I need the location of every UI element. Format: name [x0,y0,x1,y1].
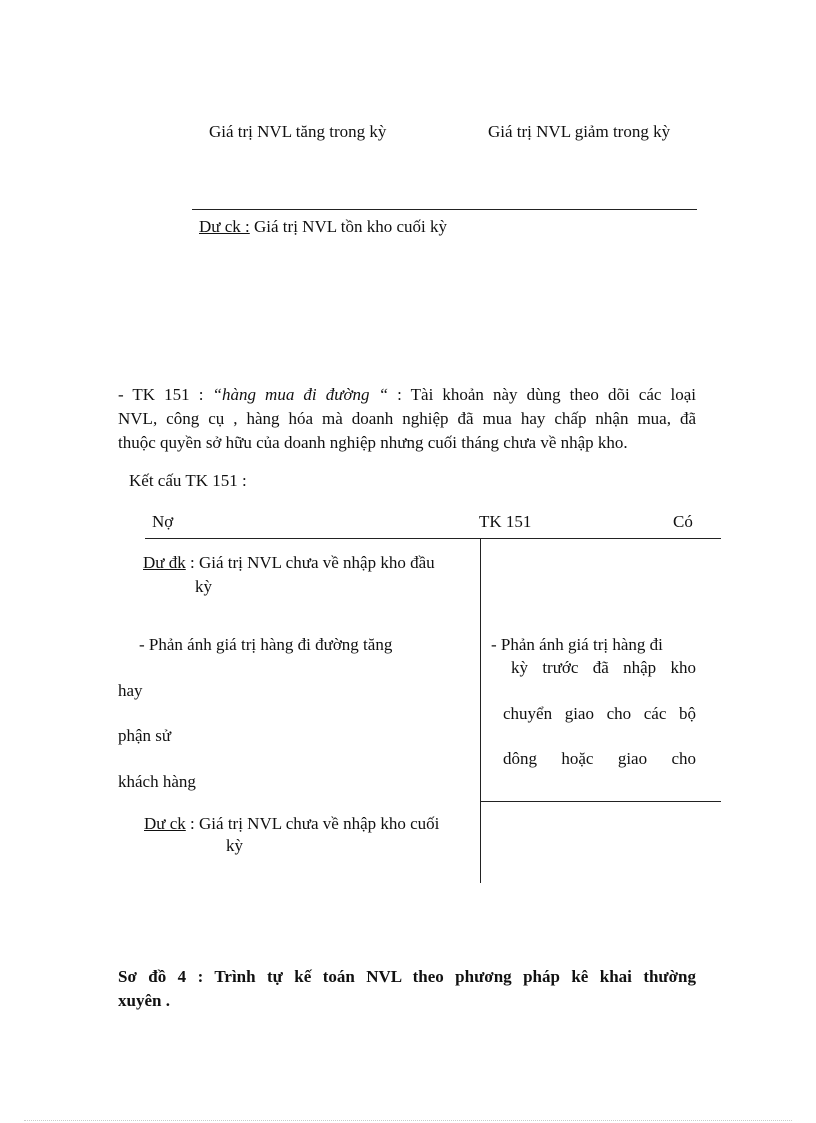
nvl-increase-text: Giá trị NVL tăng trong kỳ [209,122,387,141]
left-fragment: hay [118,681,143,700]
debit-entry: - Phản ánh giá trị hàng đi đường tăng [139,635,393,654]
description-line-1 [118,383,696,407]
credit-entry-line: - Phản ánh giá trị hàng đi [491,635,663,654]
opening-balance-text: : Giá trị NVL chưa về nhập kho đầu [190,553,435,572]
opening-balance-text-2: kỳ [195,577,212,596]
structure-heading: Kết cấu TK 151 : [129,471,247,490]
tk151-description [118,383,696,455]
opening-balance [143,553,435,573]
description-line-3: thuộc quyền sở hữu của doanh nghiệp nhưng cuối tháng chưa về nhập kho. [118,433,628,452]
credit-label: Có [673,512,693,531]
closing-balance-text-2: kỳ [226,836,243,855]
opening-balance-label: Dư đk [143,553,186,572]
account-label: TK 151 [479,512,532,531]
debit-label: Nợ [152,512,174,531]
left-fragment: khách hàng [118,772,196,791]
closing-balance-text: Giá trị NVL tồn kho cuối kỳ [249,217,447,236]
t-account-top-line [145,538,721,539]
credit-entry-line: chuyển giao cho các bộ [503,704,696,723]
closing-balance-label: Dư ck : [199,217,250,236]
closing-balance [144,814,439,834]
left-fragment: phận sử [118,726,172,745]
credit-entry-line: dông hoặc giao cho [503,749,696,768]
nvl-decrease-text: Giá trị NVL giảm trong kỳ [488,122,671,141]
nvl-closing-balance [199,217,447,237]
caption-line-1: Sơ đồ 4 : Trình tự kế toán NVL theo phương pháp kê khai thường [118,967,696,986]
description-line-2: NVL, công cụ , hàng hóa mà doanh nghiệp đã mua hay chấp nhận mua, đã [118,409,696,428]
t-account-vertical-line [480,539,481,883]
closing-balance-text: : Giá trị NVL chưa về nhập kho cuối [190,814,440,833]
account-name: “hàng mua đi đường “ [212,385,389,404]
description-line-1-rest: : Tài khoản này dùng theo dõi các loại [388,385,696,404]
nvl-account-divider [192,209,697,210]
credit-entry-line: kỳ trước đã nhập kho [511,658,696,677]
page-bottom-border [24,1120,792,1121]
description-lead: - TK 151 : [118,385,213,404]
credit-bottom-line [480,801,721,802]
caption-line-2: xuyên . [118,991,170,1010]
diagram-caption [118,965,696,1013]
closing-balance-label: Dư ck [144,814,186,833]
